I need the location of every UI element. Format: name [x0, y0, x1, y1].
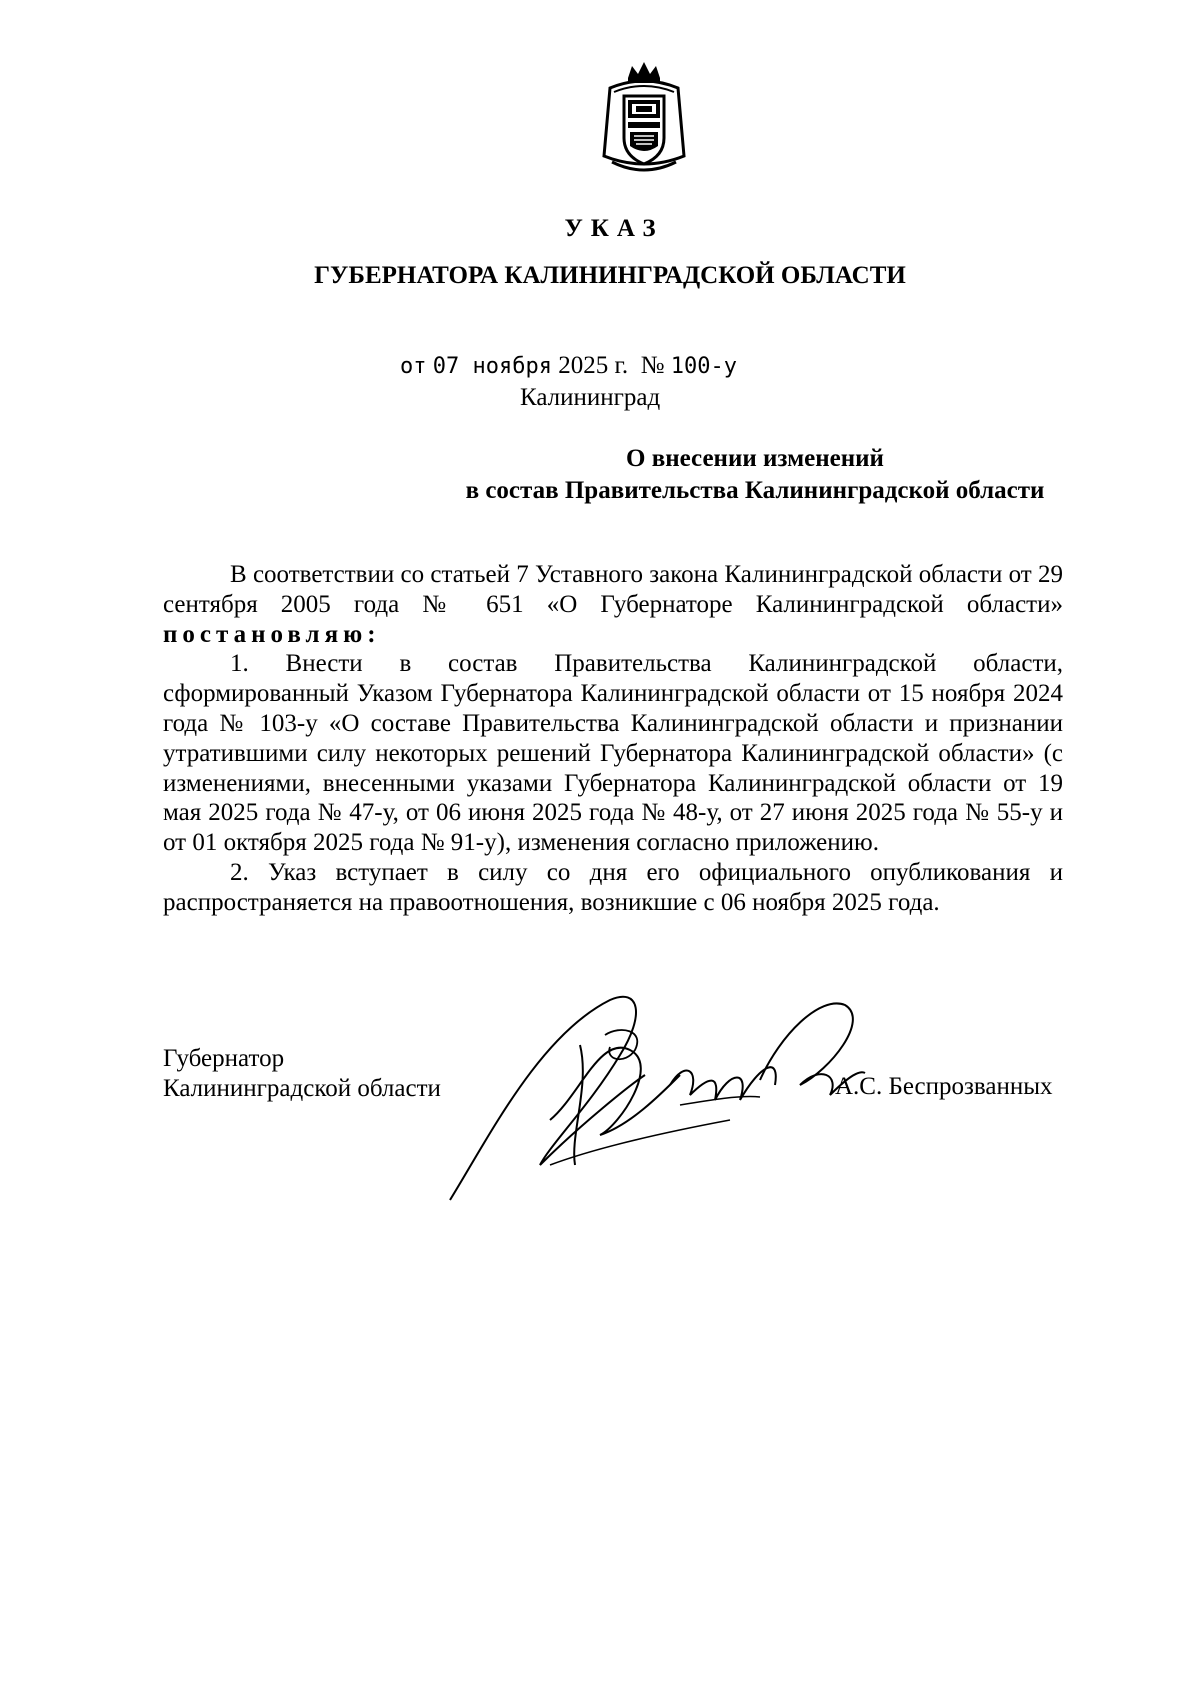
document-city: Калининград: [520, 384, 661, 411]
document-title: УКАЗ: [564, 215, 664, 242]
handwritten-signature: [430, 975, 870, 1205]
date-day-month: 07 ноября: [432, 354, 552, 379]
signer-role: [163, 1044, 441, 1104]
item-1-paragraph: 1. Внести в состав Правительства Калининградской области, сформированный Указом Губернатора Калининградской области от 15 ноября 2024 года № 103-у «О составе Правительства Калининградской области и признании утратившими силу некоторых решений Губернатора Калининградской области» (с изменениями, внесенными указами Губернатора Калининградской области от 19 мая 2025 года № 47-у, от 06 июня 2025 года № 48-у, от 27 июня 2025 года № 55-у и от 01 октября 2025 года № 91-у), изменения согласно приложению.: [163, 650, 1063, 857]
date-year: 2025 г.: [558, 352, 629, 379]
signer-role-line-1: Губернатор: [163, 1045, 285, 1072]
number-sign: №: [640, 352, 665, 379]
document-issuer: ГУБЕРНАТОРА КАЛИНИНГРАДСКОЙ ОБЛАСТИ: [314, 262, 906, 289]
document-number: 100-у: [670, 354, 737, 379]
item-2-paragraph: 2. Указ вступает в силу со дня его официального опубликования и распространяется на правоотношения, возникшие с 06 ноября 2025 года.: [163, 858, 1063, 916]
date-number-line: [400, 352, 737, 380]
subject-line-2: в состав Правительства Калининградской области: [465, 477, 1045, 504]
document-subject: [305, 443, 1200, 507]
signer-role-line-2: Калининградской области: [163, 1075, 441, 1102]
subject-line-1: О внесении изменений: [626, 445, 884, 472]
coat-of-arms-emblem: [598, 60, 690, 178]
signer-name: А.С. Беспрозванных: [835, 1073, 1053, 1100]
decree-word: постановляю:: [163, 620, 381, 648]
preamble-paragraph: [163, 560, 1063, 649]
document-body: [163, 560, 1063, 918]
date-prefix: от: [400, 354, 427, 379]
preamble-text: В соответствии со статьей 7 Уставного закона Калининградской области от 29 сентября 2005 года № 651 «О Губернаторе Калининградской области»: [163, 561, 1063, 618]
